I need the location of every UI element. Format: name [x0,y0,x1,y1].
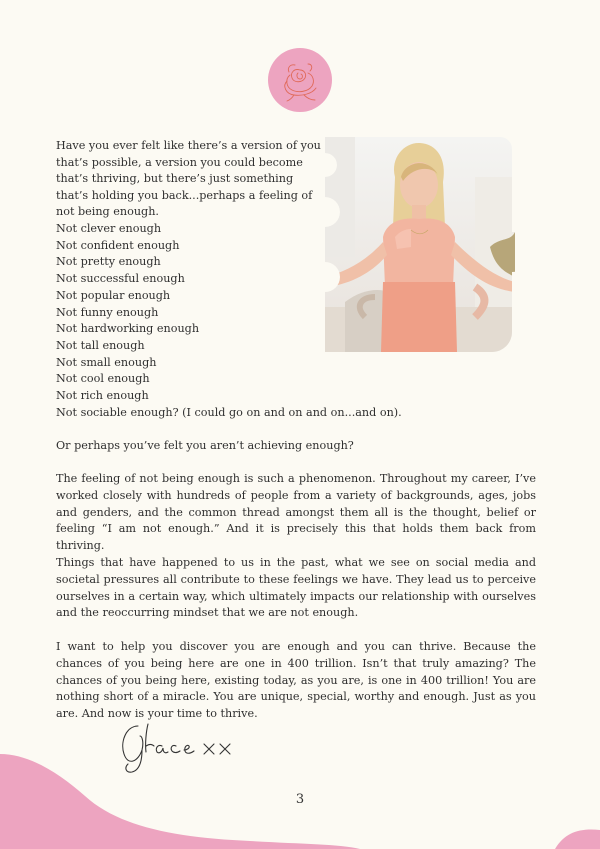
list-item: Not sociable enough? (I could go on and on and on...and on). [56,405,402,419]
list-item: Not clever enough [56,222,162,235]
list-item: Not cool enough [56,372,150,386]
body-paragraph: Or perhaps you’ve felt you aren’t achieving enough? [56,439,354,452]
list-item: Not confident enough [56,238,180,252]
list-item: Not hardworking enough [56,322,200,336]
body-paragraph: The feeling of not being enough is such a phenomenon. Throughout my career, I’ve worked closely with hundreds of people from a variety of backgrounds, ages, jobs and genders, and the common thread amongst them all is the thought, belief or feeling “I am not enough.” And it is precisely this that holds them back from thriving. [56,472,536,553]
intro-paragraph: Have you ever felt like there’s a version of you that’s possible, a version you could become that’s thriving, but there’s just something that’s holding you back...perhaps a feeling of not being enough. [56,139,321,219]
list-item: Not rich enough [56,389,149,403]
list-item: Not small enough [56,355,157,369]
list-item: Not popular enough [56,288,171,302]
list-item: Not pretty enough [56,255,161,269]
list-item: Not successful enough [56,272,185,286]
not-enough-list [56,221,476,421]
body-paragraph: Things that have happened to us in the past, what we see on social media and societal pressures all contribute to these feelings we have. They lead us to perceive ourselves in a certain way, which ultimately impacts our relationship with ourselves and the reoccurring mindset that we are not enough. [56,556,536,620]
body-paragraph: I want to help you discover you are enough and you can thrive. Because the chances of you being here are one in 400 trillion. Isn’t that truly amazing? The chances of you being here, existing today, as you are, is one in 400 trillion! You are nothing short of a miracle. You are unique, special, worthy and enough. Just as you are. And now is your time to thrive. [56,640,536,721]
list-item: Not tall enough [56,338,145,352]
rose-logo [268,48,332,112]
list-item: Not funny enough [56,305,159,319]
rose-icon [268,48,332,112]
page-number: 3 [295,792,305,807]
